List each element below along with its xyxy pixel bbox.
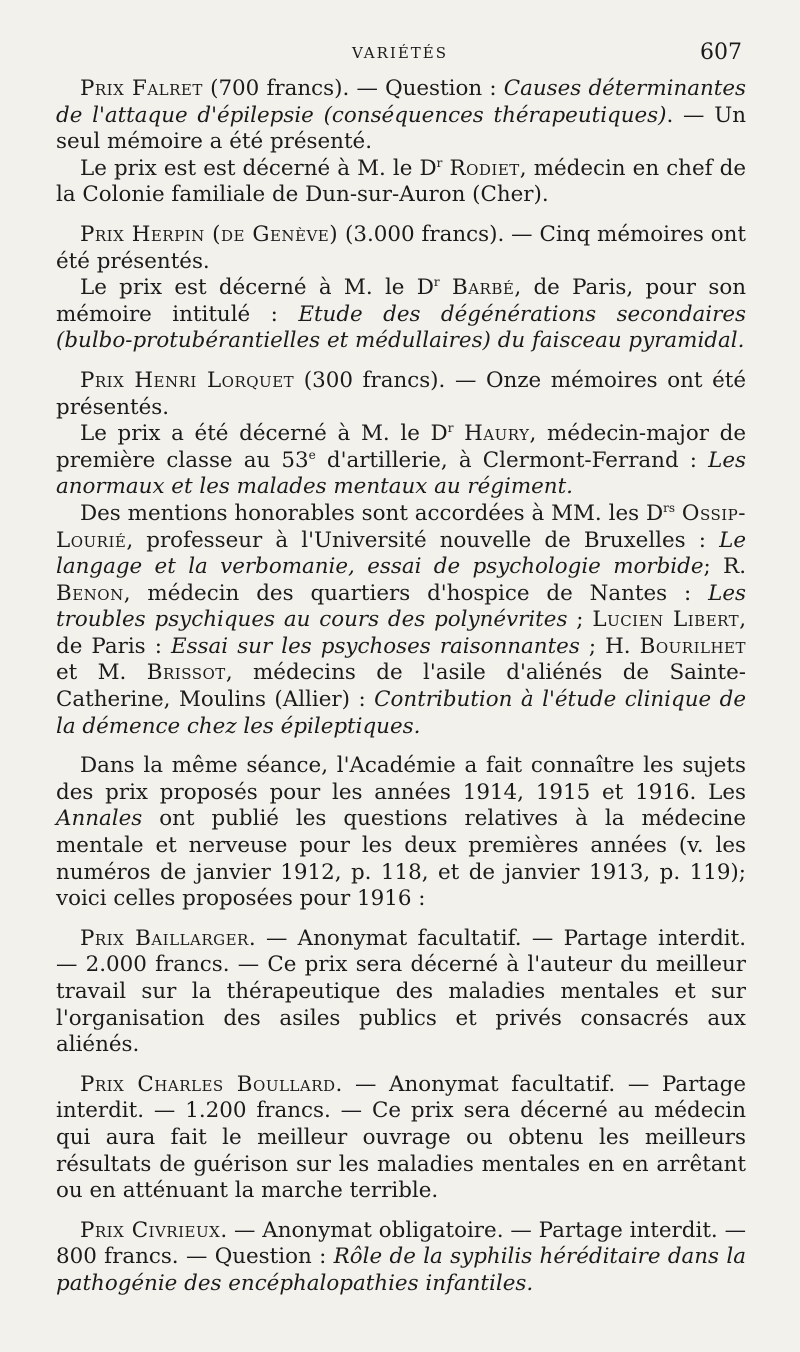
text-run: Le prix est décerné à M. le D: [80, 275, 434, 301]
name-smallcaps: Prix Charles Boullard: [80, 1071, 336, 1097]
name-smallcaps: Prix Herpin (de Genève): [80, 221, 339, 247]
text-run: ont publié les questions relatives à la médecine mentale et nerveuse pour les deux premières années (v. les numéros de janvier 1912, p. 118, et de janvier 1913, p. 119); voici celles proposées pour 1916 :: [56, 806, 746, 912]
page-header: [0, 38, 800, 78]
text-run: . — Anonymat facultatif. — Partage interdit. — 2.000 francs. — Ce prix sera décerné à l'auteur du meilleur travail sur la thérapeutique des maladies mentales et sur l'organisation des asiles publics et privés consacrés aux aliénés.: [56, 925, 747, 1058]
italic-title: Contribution à l'étude clinique de la démence chez les épileptiques.: [56, 687, 746, 739]
paragraph-p9: [56, 926, 746, 1059]
name-smallcaps: Prix Baillarger: [80, 925, 249, 951]
italic-title: Annales: [56, 806, 143, 832]
text-run: (700 francs). — Question :: [202, 76, 504, 101]
name-smallcaps: Bourilhet: [639, 633, 747, 659]
text-run: . — Un seul mémoire a été présenté.: [56, 102, 746, 155]
paragraph-p6: [56, 421, 746, 501]
italic-title: Le langage et la verbomanie, essai de psychologie morbide: [56, 527, 746, 580]
name-smallcaps: Prix Civrieux: [80, 1217, 221, 1243]
text-run: [440, 275, 452, 300]
text-run: , professeur à l'Université nouvelle de Bruxelles :: [126, 527, 720, 553]
text-run: . — Anonymat obligatoire. — Partage interdit. — 800 francs. — Question :: [56, 1217, 746, 1270]
paragraph-p11: [56, 1218, 746, 1298]
paragraph-p10: [56, 1072, 746, 1205]
name-smallcaps: Prix Henri Lorquet: [80, 367, 295, 393]
paragraph-p7: [56, 501, 746, 740]
text-run: , médecin en chef de la Colonie familiale de Dun-sur-Auron (Cher).: [56, 155, 746, 208]
page-number: 607: [700, 40, 742, 65]
text-run: , médecins de l'asile d'aliénés de Sainte-Catherine, Moulins (Allier) :: [56, 660, 746, 713]
text-run: Dans la même séance, l'Académie a fait connaître les sujets des prix proposés pour les années 1914, 1915 et 1916. Les: [56, 753, 746, 805]
italic-title: Etude des dégénérations secondaires (bulbo-protubérantielles et médullaires) du faisceau pyramidal.: [56, 301, 746, 354]
text-run: et M.: [56, 660, 147, 686]
name-smallcaps: Barbé: [452, 275, 515, 301]
superscript: e: [308, 447, 316, 462]
name-smallcaps: Lucien Libert: [592, 607, 740, 633]
text-run: , de Paris, pour son mémoire intitulé :: [56, 275, 746, 327]
text-run: , de Paris :: [56, 607, 746, 659]
name-smallcaps: Rodiet: [449, 155, 520, 181]
text-run: Le prix a été décerné à M. le D: [80, 421, 448, 447]
superscript: r: [436, 155, 443, 170]
paragraph-p5: [56, 368, 746, 421]
name-smallcaps: Benon: [56, 580, 124, 606]
superscript: rs: [663, 500, 676, 515]
superscript: r: [447, 421, 454, 435]
text-run: [675, 501, 682, 526]
paragraph-p2: [56, 156, 746, 209]
paragraph-p3: [56, 222, 746, 275]
text-run: (3.000 francs). — Cinq mémoires ont été présentés.: [56, 221, 747, 274]
text-run: , médecin des quartiers d'hospice de Nantes :: [123, 580, 709, 606]
italic-title: Rôle de la syphilis héréditaire dans la pathogénie des encéphalopathies infantiles.: [56, 1244, 746, 1296]
text-run: , médecin-major de première classe au 53: [56, 421, 746, 473]
text-run: ; R.: [703, 554, 746, 580]
italic-title: Essai sur les psychoses raisonnantes: [170, 633, 580, 659]
italic-title: Causes déterminantes de l'attaque d'épilepsie (conséquences thérapeutiques): [56, 76, 746, 128]
italic-title: Les anormaux et les malades mentaux au régiment.: [56, 447, 746, 500]
text-run: ;: [567, 607, 593, 633]
running-head: VARIÉTÉS: [351, 44, 449, 62]
paragraph-p8: [56, 753, 746, 913]
name-smallcaps: Prix Falret: [80, 76, 203, 101]
text-run: ; H.: [579, 633, 640, 659]
superscript: r: [433, 275, 440, 290]
paragraph-p4: [56, 275, 746, 355]
text-run: d'artillerie, à Clermont-Ferrand :: [315, 447, 709, 473]
text-run: (300 francs). — Onze mémoires ont été présentés.: [56, 367, 746, 420]
text-run: [453, 421, 464, 446]
page-body: [56, 76, 746, 1298]
name-smallcaps: Ossip-Lourié: [56, 500, 746, 553]
text-run: Des mentions honorables sont accordées à MM. les D: [80, 500, 664, 526]
name-smallcaps: Brissot: [146, 660, 226, 686]
text-run: Le prix est est décerné à M. le D: [80, 155, 437, 181]
text-run: . — Anonymat facultatif. — Partage interdit. — 1.200 francs. — Ce prix sera décerné au médecin qui aura fait le meilleur ouvrage ou obtenu les meilleurs résultats de guérison sur les maladies mentales en en arrêtant ou en atténuant la marche terrible.: [56, 1071, 746, 1204]
italic-title: Les troubles psychiques au cours des polynévrites: [56, 580, 746, 633]
name-smallcaps: Haury: [464, 421, 530, 447]
paragraph-p1: [56, 76, 746, 156]
